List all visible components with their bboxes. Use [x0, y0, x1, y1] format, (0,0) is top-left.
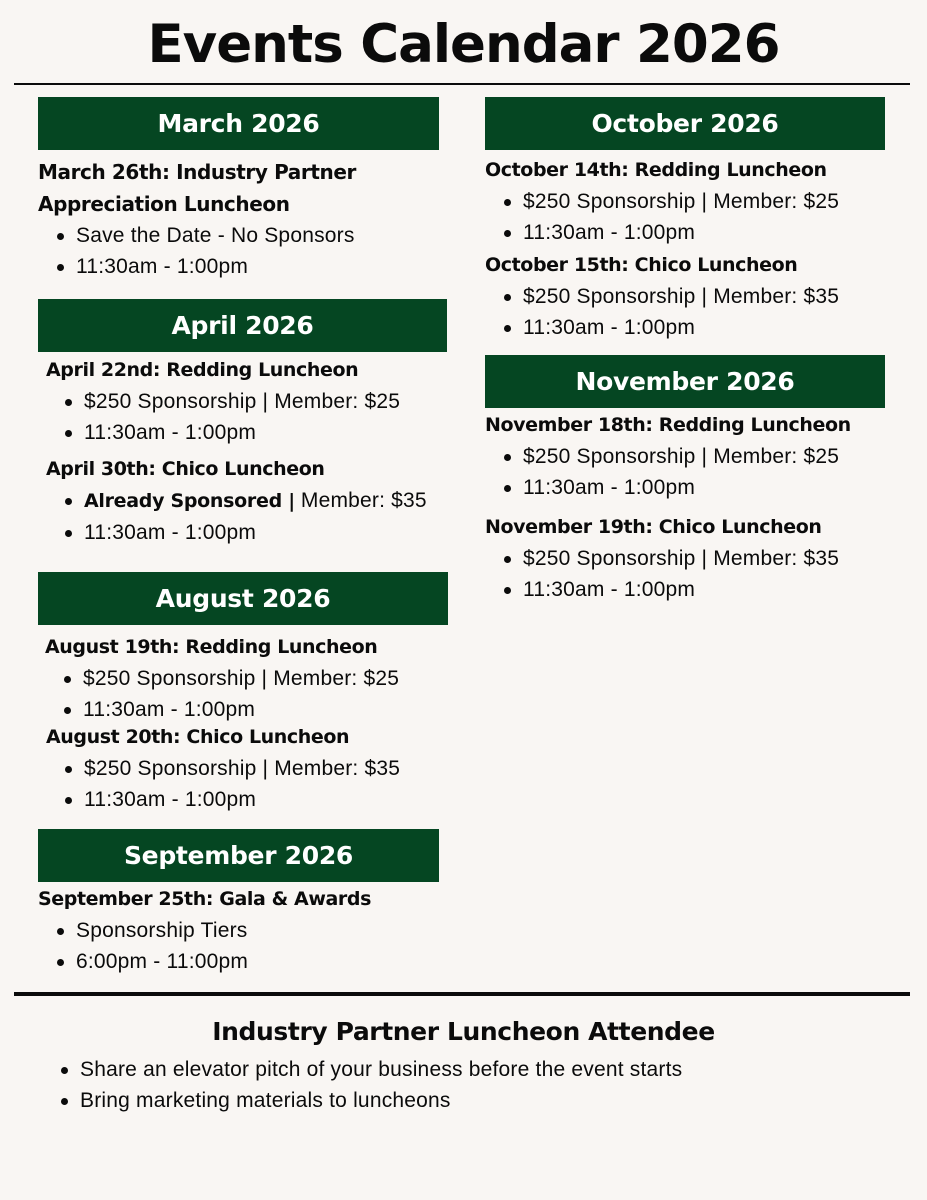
event-title: October 14th: Redding Luncheon: [485, 159, 827, 181]
member-price: Member: $35: [294, 489, 427, 512]
event-details: [485, 543, 839, 605]
event-august-20: [46, 722, 400, 815]
event-details: [38, 915, 371, 977]
list-item: 11:30am - 1:00pm: [38, 251, 356, 282]
event-title: November 18th: Redding Luncheon: [485, 414, 851, 436]
event-title: August 19th: Redding Luncheon: [45, 636, 378, 658]
event-march-26: [38, 156, 356, 282]
list-item: 11:30am - 1:00pm: [485, 312, 839, 343]
event-october-14: [485, 155, 839, 248]
event-title: August 20th: Chico Luncheon: [46, 726, 350, 748]
list-item: $250 Sponsorship | Member: $25: [485, 441, 851, 472]
list-item: 11:30am - 1:00pm: [46, 517, 427, 548]
event-details: [485, 281, 839, 343]
month-header-october: October 2026: [485, 97, 885, 150]
list-item: Save the Date - No Sponsors: [38, 220, 356, 251]
top-divider: [14, 83, 910, 85]
event-october-15: [485, 250, 839, 343]
footer-title: Industry Partner Luncheon Attendee: [212, 1017, 715, 1046]
event-title-line1: March 26th: Industry Partner: [38, 160, 356, 184]
event-november-19: [485, 512, 839, 605]
month-header-march: March 2026: [38, 97, 439, 150]
list-item: 11:30am - 1:00pm: [46, 417, 400, 448]
list-item: $250 Sponsorship | Member: $35: [46, 753, 400, 784]
event-title: October 15th: Chico Luncheon: [485, 254, 798, 276]
event-details: [45, 663, 399, 725]
list-item: $250 Sponsorship | Member: $25: [45, 663, 399, 694]
list-item: [46, 485, 427, 517]
list-item: Share an elevator pitch of your business before the event starts: [42, 1054, 682, 1085]
footer-list: [42, 1054, 682, 1116]
event-details: [38, 220, 356, 282]
list-item: 11:30am - 1:00pm: [45, 694, 399, 725]
bottom-divider: [14, 992, 910, 996]
month-header-august: August 2026: [38, 572, 448, 625]
list-item: 11:30am - 1:00pm: [485, 217, 839, 248]
list-item: $250 Sponsorship | Member: $25: [46, 386, 400, 417]
month-header-september: September 2026: [38, 829, 439, 882]
event-title: November 19th: Chico Luncheon: [485, 516, 822, 538]
event-title: September 25th: Gala & Awards: [38, 888, 371, 910]
page-title: Events Calendar 2026: [147, 14, 780, 75]
list-item: $250 Sponsorship | Member: $35: [485, 281, 839, 312]
event-details: [46, 753, 400, 815]
event-august-19: [45, 632, 399, 725]
list-item: $250 Sponsorship | Member: $25: [485, 186, 839, 217]
month-header-november: November 2026: [485, 355, 885, 408]
list-item: 6:00pm - 11:00pm: [38, 946, 371, 977]
event-details: [485, 441, 851, 503]
event-details: [46, 485, 427, 548]
list-item: $250 Sponsorship | Member: $35: [485, 543, 839, 574]
event-details: [46, 386, 400, 448]
event-details: [485, 186, 839, 248]
event-title: April 22nd: Redding Luncheon: [46, 359, 359, 381]
list-item: 11:30am - 1:00pm: [485, 472, 851, 503]
list-item: 11:30am - 1:00pm: [485, 574, 839, 605]
event-november-18: [485, 410, 851, 503]
event-title-line2: Appreciation Luncheon: [38, 192, 290, 216]
list-item: Bring marketing materials to luncheons: [42, 1085, 682, 1116]
event-title: [38, 156, 356, 220]
event-september-25: [38, 884, 371, 977]
month-header-april: April 2026: [38, 299, 447, 352]
list-item: 11:30am - 1:00pm: [46, 784, 400, 815]
event-april-22: [46, 355, 400, 448]
event-title: April 30th: Chico Luncheon: [46, 458, 325, 480]
event-april-30: [46, 454, 427, 548]
list-item: Sponsorship Tiers: [38, 915, 371, 946]
sponsored-status: Already Sponsored |: [84, 490, 295, 512]
